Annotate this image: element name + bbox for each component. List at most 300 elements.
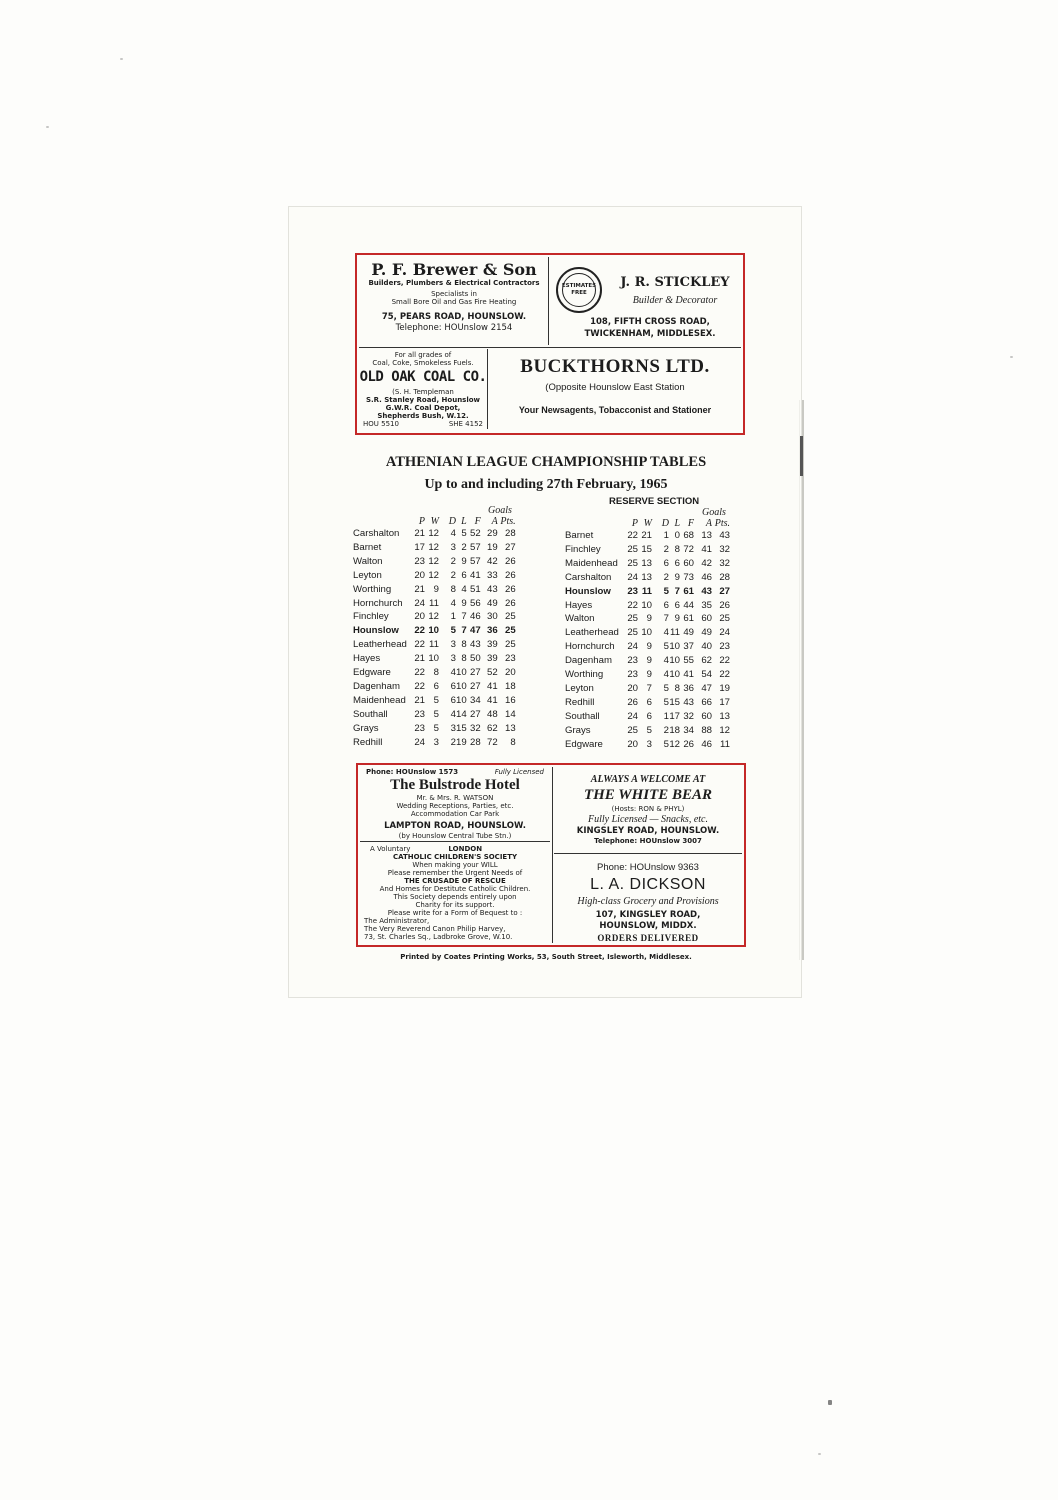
stat-w: 13 <box>641 571 652 583</box>
catholic-line: This Society depends entirely upon <box>393 893 517 901</box>
team-name: Grays <box>353 722 379 734</box>
team-name: Dagenham <box>565 655 612 667</box>
team-name: Grays <box>565 724 591 736</box>
stat-p: 23 <box>414 722 425 734</box>
stat-pts: 12 <box>719 724 730 736</box>
stat-d: 4 <box>450 708 456 720</box>
stat-pts: 26 <box>505 583 516 595</box>
table-row <box>353 708 516 722</box>
stat-d: 6 <box>450 680 456 692</box>
table-row <box>353 583 516 597</box>
stat-p: 24 <box>414 597 425 609</box>
stickley-address-2: TWICKENHAM, MIDDLESEX. <box>584 329 716 339</box>
speck <box>828 1400 832 1405</box>
team-name: Dagenham <box>353 680 400 692</box>
table-row <box>353 597 516 611</box>
table-row <box>353 569 516 583</box>
team-name: Leatherhead <box>353 639 407 651</box>
stat-a: 49 <box>487 597 498 609</box>
stat-d: 5 <box>663 696 669 708</box>
stat-f: 26 <box>683 738 694 750</box>
catholic-crusade: THE CRUSADE OF RESCUE <box>404 877 506 885</box>
table-row <box>565 724 730 738</box>
stat-l: 6 <box>674 599 680 611</box>
stat-d: 5 <box>663 682 669 694</box>
stat-d: 2 <box>663 724 669 736</box>
stat-d: 2 <box>663 543 669 555</box>
stat-f: 72 <box>683 543 694 555</box>
brewer-phone: Telephone: HOUnslow 2154 <box>395 323 513 333</box>
stat-d: 3 <box>450 722 456 734</box>
table-header-row <box>565 518 730 529</box>
whitebear-address: KINGSLEY ROAD, HOUNSLOW. <box>576 826 720 836</box>
stat-w: 11 <box>429 597 439 609</box>
col-header: Pts. <box>500 516 516 527</box>
speck <box>1010 356 1013 358</box>
stat-f: 32 <box>470 722 481 734</box>
stat-a: 88 <box>701 724 712 736</box>
stat-d: 6 <box>663 599 669 611</box>
team-name: Finchley <box>353 611 389 623</box>
stat-a: 39 <box>487 639 498 651</box>
stat-f: 51 <box>470 583 481 595</box>
stat-p: 23 <box>627 585 638 597</box>
oldoak-line: (S. H. Templeman <box>392 388 454 396</box>
stat-l: 9 <box>461 597 467 609</box>
stat-a: 29 <box>487 528 498 539</box>
stat-p: 23 <box>414 708 425 720</box>
page-spine <box>799 400 804 960</box>
catholic-line: And Homes for Destitute Catholic Children. <box>379 885 531 893</box>
catholic-line: The Very Reverend Canon Philip Harvey, <box>364 925 506 933</box>
stat-w: 5 <box>433 722 439 734</box>
stat-pts: 22 <box>719 655 730 667</box>
stat-l: 18 <box>669 724 680 736</box>
stat-d: 7 <box>663 613 669 625</box>
stat-a: 62 <box>701 655 712 667</box>
stat-pts: 26 <box>505 597 516 609</box>
stat-f: 44 <box>683 599 694 611</box>
stat-p: 22 <box>414 667 425 679</box>
stat-d: 2 <box>450 555 456 567</box>
first-team-table <box>353 516 516 750</box>
stat-f: 34 <box>470 694 481 706</box>
stat-p: 25 <box>627 627 638 639</box>
dickson-phone: Phone: HOUnslow 9363 <box>597 862 699 873</box>
stat-w: 12 <box>428 569 439 581</box>
seal-text: ESTIMATES <box>561 283 597 289</box>
stat-l: 4 <box>461 583 467 595</box>
stat-d: 6 <box>663 557 669 569</box>
stat-a: 43 <box>701 585 712 597</box>
table-row <box>565 654 730 668</box>
stat-a: 72 <box>487 736 498 748</box>
table-row <box>353 666 516 680</box>
stat-f: 49 <box>683 627 694 639</box>
whitebear-hosts: (Hosts: RON & PHYL) <box>611 805 685 813</box>
stat-w: 9 <box>433 583 439 595</box>
stat-f: 61 <box>683 613 694 625</box>
dickson-ad <box>554 861 742 945</box>
buckthorns-name: BUCKTHORNS LTD. <box>520 356 710 377</box>
seal-text: FREE <box>571 290 587 296</box>
stat-pts: 32 <box>719 557 730 569</box>
whitebear-phone: Telephone: HOUnslow 3007 <box>594 837 702 845</box>
stat-f: 34 <box>683 724 694 736</box>
table-row <box>565 640 730 654</box>
catholic-society-ad <box>360 845 550 941</box>
stat-l: 7 <box>674 585 680 597</box>
stat-pts: 23 <box>719 641 730 653</box>
stat-f: 55 <box>683 655 694 667</box>
stat-l: 17 <box>669 710 680 722</box>
old-oak-coal-ad <box>359 351 487 428</box>
bulstrode-line: Accommodation Car Park <box>410 810 500 818</box>
buckthorns-ad <box>489 355 741 417</box>
table-row <box>353 722 516 736</box>
brewer-address: 75, PEARS ROAD, HOUNSLOW. <box>381 312 527 322</box>
col-header: F <box>687 518 694 529</box>
table-row <box>565 696 730 710</box>
oldoak-line: Coal, Coke, Smokeless Fuels. <box>372 359 474 367</box>
stat-a: 19 <box>487 541 498 553</box>
stat-a: 48 <box>487 708 498 720</box>
stat-pts: 25 <box>505 611 516 623</box>
stat-pts: 26 <box>505 569 516 581</box>
stat-d: 3 <box>450 639 456 651</box>
stat-p: 23 <box>627 669 638 681</box>
team-name: Hornchurch <box>353 597 403 609</box>
col-header: W <box>643 518 652 529</box>
stat-l: 14 <box>456 708 467 720</box>
stat-a: 52 <box>487 667 498 679</box>
stat-f: 60 <box>683 557 694 569</box>
reserve-section-label: RESERVE SECTION <box>609 496 700 507</box>
stat-l: 9 <box>461 555 467 567</box>
stat-w: 12 <box>428 528 439 539</box>
stat-p: 22 <box>627 599 638 611</box>
stat-f: 46 <box>470 611 481 623</box>
stat-l: 10 <box>669 655 680 667</box>
stat-f: 56 <box>470 597 481 609</box>
dickson-orders: ORDERS DELIVERED <box>597 933 699 943</box>
stat-pts: 24 <box>719 627 730 639</box>
team-name: Walton <box>353 555 383 567</box>
stat-d: 2 <box>450 569 456 581</box>
stat-f: 37 <box>683 641 694 653</box>
stat-l: 8 <box>674 543 680 555</box>
stat-d: 8 <box>450 583 456 595</box>
stat-pts: 25 <box>505 639 516 651</box>
stat-a: 39 <box>487 653 498 665</box>
bottom-ad-block <box>356 763 746 947</box>
stat-w: 13 <box>641 557 652 569</box>
catholic-line: Please write for a Form of Bequest to : <box>387 909 523 917</box>
brewer-ad <box>361 261 547 334</box>
reserve-table <box>565 518 730 752</box>
table-row <box>565 543 730 557</box>
stat-p: 25 <box>627 557 638 569</box>
stat-d: 4 <box>450 597 456 609</box>
stat-p: 24 <box>627 641 638 653</box>
stat-w: 15 <box>641 543 652 555</box>
top-ad-block <box>355 253 745 435</box>
stat-d: 3 <box>450 653 456 665</box>
stat-a: 46 <box>701 571 712 583</box>
stat-f: 36 <box>683 682 694 694</box>
stat-f: 27 <box>470 708 481 720</box>
stat-l: 12 <box>669 738 680 750</box>
team-name: Carshalton <box>565 571 612 583</box>
stat-p: 20 <box>627 682 638 694</box>
brewer-name: P. F. Brewer & Son <box>371 260 537 279</box>
stat-l: 9 <box>674 613 680 625</box>
stat-p: 20 <box>414 569 425 581</box>
stat-pts: 22 <box>719 669 730 681</box>
col-header: A <box>491 516 498 527</box>
stat-pts: 16 <box>505 694 516 706</box>
catholic-line: Please remember the Urgent Needs of <box>387 869 523 877</box>
stat-pts: 17 <box>719 696 730 708</box>
stat-pts: 25 <box>505 625 516 637</box>
team-name: Leatherhead <box>565 627 619 639</box>
stat-l: 9 <box>674 571 680 583</box>
table-row <box>565 599 730 613</box>
speck <box>120 58 123 60</box>
stat-pts: 20 <box>505 667 516 679</box>
stat-a: 41 <box>487 680 498 692</box>
stat-pts: 23 <box>505 653 516 665</box>
team-name: Finchley <box>565 543 601 555</box>
stat-p: 17 <box>414 541 425 553</box>
stat-w: 9 <box>646 613 652 625</box>
oldoak-line: Shepherds Bush, W.12. <box>377 412 469 420</box>
team-name: Redhill <box>565 696 595 708</box>
stat-p: 22 <box>414 625 425 637</box>
table-header-row <box>353 516 516 527</box>
col-header: A <box>705 518 712 529</box>
table-row <box>565 668 730 682</box>
stat-l: 10 <box>456 667 467 679</box>
stat-f: 32 <box>683 710 694 722</box>
stat-pts: 26 <box>505 555 516 567</box>
stat-w: 5 <box>433 694 439 706</box>
oldoak-line: S.R. Stanley Road, Hounslow <box>365 396 481 404</box>
stat-p: 25 <box>627 613 638 625</box>
oldoak-line: For all grades of <box>394 351 452 359</box>
stat-d: 6 <box>450 694 456 706</box>
oldoak-tel-left: HOU 5510 <box>363 420 399 428</box>
team-name: Leyton <box>353 569 382 581</box>
stat-d: 1 <box>663 710 669 722</box>
stat-w: 5 <box>433 708 439 720</box>
page-title: ATHENIAN LEAGUE CHAMPIONSHIP TABLES <box>385 454 707 470</box>
printer-credit: Printed by Coates Printing Works, 53, South Street, Isleworth, Middlesex. <box>400 953 692 961</box>
stat-p: 24 <box>627 710 638 722</box>
stat-p: 21 <box>414 694 425 706</box>
stat-a: 46 <box>701 738 712 750</box>
stat-pts: 27 <box>505 541 516 553</box>
table-row <box>565 612 730 626</box>
stat-d: 5 <box>663 738 669 750</box>
team-name: Edgware <box>565 738 603 750</box>
table-row <box>565 557 730 571</box>
dickson-name: L. A. DICKSON <box>590 876 706 893</box>
stat-d: 1 <box>450 611 456 623</box>
team-name: Barnet <box>565 530 594 541</box>
catholic-line: The Administrator, <box>364 917 430 925</box>
stat-w: 9 <box>646 669 652 681</box>
stat-f: 27 <box>470 667 481 679</box>
stat-f: 61 <box>683 585 694 597</box>
stat-p: 25 <box>627 543 638 555</box>
stat-p: 21 <box>414 653 425 665</box>
stat-a: 13 <box>701 530 712 541</box>
stat-a: 60 <box>701 613 712 625</box>
stat-l: 7 <box>461 625 467 637</box>
stat-f: 57 <box>470 555 481 567</box>
stat-w: 3 <box>433 736 439 748</box>
goals-header: Goals <box>488 505 512 516</box>
stat-l: 8 <box>674 682 680 694</box>
stickley-ad <box>550 255 742 345</box>
stat-d: 4 <box>450 667 456 679</box>
stat-a: 62 <box>487 722 498 734</box>
stat-l: 15 <box>456 722 467 734</box>
dickson-address-2: HOUNSLOW, MIDDX. <box>599 921 697 931</box>
catholic-line: A Voluntary <box>370 845 411 853</box>
stat-pts: 28 <box>505 528 516 539</box>
stat-f: 43 <box>470 639 481 651</box>
stat-a: 49 <box>701 627 712 639</box>
stat-d: 4 <box>663 655 669 667</box>
stat-p: 22 <box>627 530 638 541</box>
stat-pts: 13 <box>719 710 730 722</box>
stat-d: 5 <box>450 625 456 637</box>
stat-f: 57 <box>470 541 481 553</box>
col-header: W <box>430 516 439 527</box>
stat-d: 2 <box>450 736 456 748</box>
oldoak-name: OLD OAK COAL CO. <box>359 369 487 385</box>
team-name: Hounslow <box>353 625 399 637</box>
stat-f: 41 <box>470 569 481 581</box>
stat-a: 30 <box>487 611 498 623</box>
stat-w: 6 <box>646 710 652 722</box>
bulstrode-tube: (by Hounslow Central Tube Stn.) <box>398 832 512 840</box>
stat-l: 19 <box>456 736 467 748</box>
stat-w: 10 <box>428 625 439 637</box>
buckthorns-note: (Opposite Hounslow East Station <box>545 382 685 393</box>
team-name: Walton <box>565 613 595 625</box>
table-row <box>565 626 730 640</box>
stat-p: 23 <box>414 555 425 567</box>
stat-pts: 11 <box>720 738 730 750</box>
stat-f: 50 <box>470 653 481 665</box>
stat-p: 21 <box>414 528 425 539</box>
stickley-address-1: 108, FIFTH CROSS ROAD, <box>590 317 710 327</box>
whitebear-welcome: ALWAYS A WELCOME AT <box>590 774 706 785</box>
stat-l: 15 <box>669 696 680 708</box>
stat-f: 43 <box>683 696 694 708</box>
stat-p: 22 <box>414 639 425 651</box>
stat-p: 20 <box>414 611 425 623</box>
brewer-spec2: Small Bore Oil and Gas Fire Heating <box>391 298 517 306</box>
stat-f: 47 <box>470 625 481 637</box>
table-row <box>353 624 516 638</box>
stickley-name: J. R. STICKLEY <box>620 275 730 290</box>
stat-f: 68 <box>683 530 694 541</box>
stat-l: 6 <box>674 557 680 569</box>
stat-f: 52 <box>470 528 481 539</box>
stat-f: 41 <box>683 669 694 681</box>
stat-d: 5 <box>663 641 669 653</box>
stat-p: 21 <box>414 583 425 595</box>
stat-f: 28 <box>470 736 481 748</box>
stickley-trade: Builder & Decorator <box>632 295 718 306</box>
bulstrode-line: Wedding Receptions, Parties, etc. <box>396 802 514 810</box>
dickson-trade: High-class Grocery and Provisions <box>577 896 719 907</box>
stat-d: 4 <box>450 528 456 539</box>
stat-a: 42 <box>487 555 498 567</box>
team-name: Barnet <box>353 541 382 553</box>
stat-w: 21 <box>641 530 652 541</box>
catholic-line: When making your WILL <box>412 861 498 869</box>
table-row <box>565 585 730 599</box>
brewer-trades: Builders, Plumbers & Electrical Contractors <box>368 279 540 287</box>
stat-w: 5 <box>646 724 652 736</box>
stat-f: 27 <box>470 680 481 692</box>
team-name: Southall <box>565 710 600 722</box>
stat-f: 73 <box>683 571 694 583</box>
table-row <box>565 710 730 724</box>
stat-w: 12 <box>428 541 439 553</box>
table-row <box>565 738 730 752</box>
col-header: P <box>418 516 425 527</box>
stat-pts: 8 <box>510 736 516 748</box>
stat-l: 10 <box>669 641 680 653</box>
team-name: Hayes <box>565 599 593 611</box>
stat-l: 11 <box>670 627 680 639</box>
table-row <box>353 541 516 555</box>
stat-pts: 26 <box>719 599 730 611</box>
stat-w: 12 <box>428 555 439 567</box>
stat-p: 24 <box>627 571 638 583</box>
stat-p: 25 <box>627 724 638 736</box>
table-row <box>353 638 516 652</box>
stat-pts: 14 <box>505 708 516 720</box>
stat-w: 8 <box>433 667 439 679</box>
stat-pts: 18 <box>505 680 516 692</box>
table-row <box>565 529 730 543</box>
stat-l: 6 <box>461 569 467 581</box>
stat-w: 11 <box>641 585 652 597</box>
stat-l: 2 <box>461 541 467 553</box>
goals-header: Goals <box>702 507 726 518</box>
team-name: Maidenhead <box>353 694 406 706</box>
stat-pts: 27 <box>719 585 730 597</box>
stat-d: 1 <box>663 530 669 541</box>
whitebear-line: Fully Licensed — Snacks, etc. <box>588 814 708 825</box>
brewer-spec1: Specialists in <box>431 290 477 298</box>
table-row <box>353 736 516 750</box>
stat-a: 41 <box>487 694 498 706</box>
table-row <box>353 652 516 666</box>
team-name: Redhill <box>353 736 383 748</box>
stat-d: 4 <box>663 627 669 639</box>
stat-d: 3 <box>450 541 456 553</box>
stat-a: 40 <box>701 641 712 653</box>
speck <box>46 126 49 128</box>
